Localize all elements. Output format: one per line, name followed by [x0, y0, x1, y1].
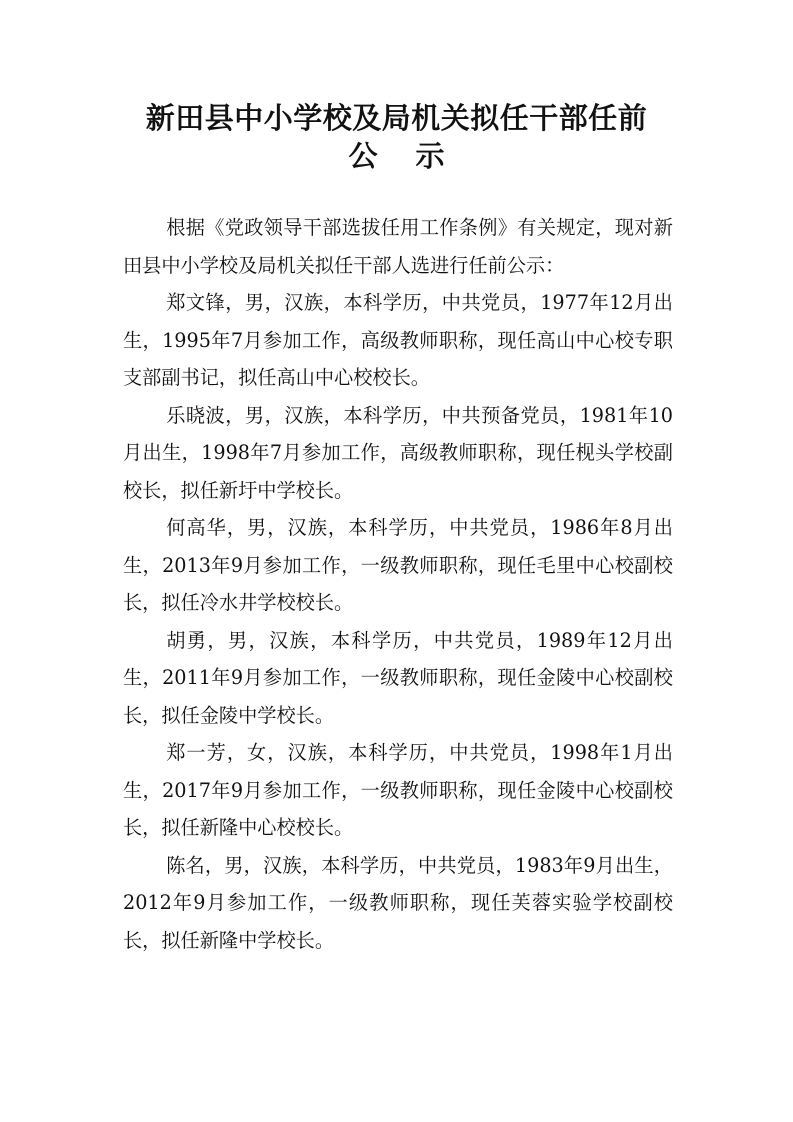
document-body — [123, 209, 673, 959]
candidate-paragraph: 郑文锋，男，汉族，本科学历，中共党员，1977年12月出生，1995年7月参加工作，高级教师职称，现任高山中心校专职支部副书记，拟任高山中心校校长。 — [123, 291, 673, 389]
candidate-paragraph: 郑一芳，女，汉族，本科学历，中共党员，1998年1月出生，2017年9月参加工作，一级教师职称，现任金陵中心校副校长，拟任新隆中心校校长。 — [123, 741, 673, 839]
candidate-paragraph: 陈名，男，汉族，本科学历，中共党员，1983年9月出生，2012年9月参加工作，一级教师职称，现任芙蓉实验学校副校长，拟任新隆中学校长。 — [123, 853, 673, 952]
candidate-paragraph: 乐晓波，男，汉族，本科学历，中共预备党员，1981年10月出生，1998年7月参加工作，高级教师职称，现任枧头学校副校长，拟任新圩中学校长。 — [123, 403, 673, 502]
document-title: 新田县中小学校及局机关拟任干部任前 — [145, 101, 648, 135]
candidate-paragraph: 胡勇，男，汉族，本科学历，中共党员，1989年12月出生，2011年9月参加工作，一级教师职称，现任金陵中心校副校长，拟任金陵中学校长。 — [123, 628, 673, 727]
intro-paragraph: 根据《党政领导干部选拔任用工作条例》有关规定，现对新田县中小学校及局机关拟任干部人选进行任前公示： — [123, 216, 673, 277]
candidate-paragraph: 何高华，男，汉族，本科学历，中共党员，1986年8月出生，2013年9月参加工作，一级教师职称，现任毛里中心校副校长，拟任冷水井学校校长。 — [123, 516, 673, 614]
document-title-line2: 公示 — [348, 139, 483, 173]
